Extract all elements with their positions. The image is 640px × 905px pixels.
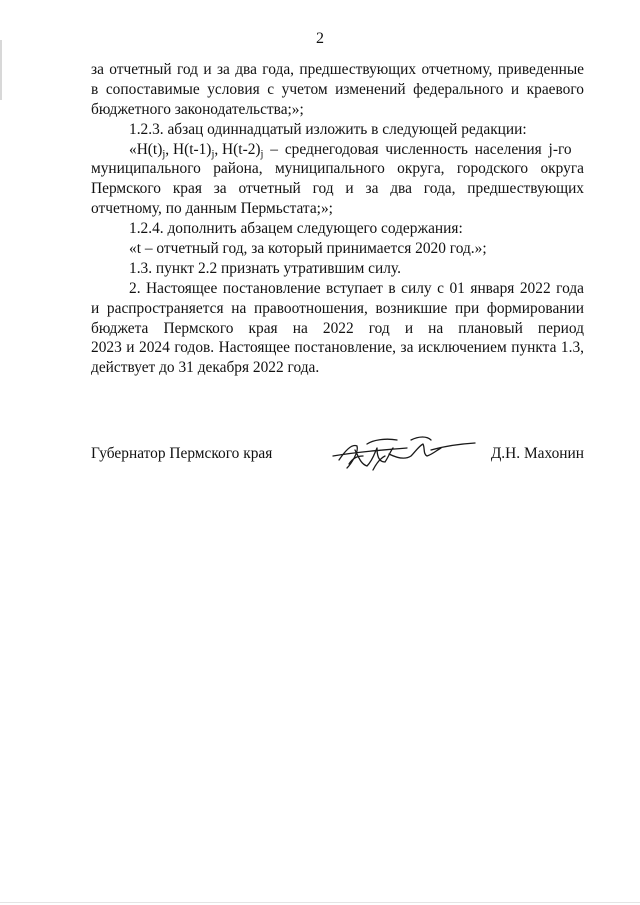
text-line: 2023 и 2024 годов. Настоящее постановление, за исключением пункта 1.3,	[91, 339, 584, 357]
text-line: «t – отчетный год, за который принимается 2020 год.»;	[129, 240, 487, 258]
formula-subscript: j	[260, 148, 264, 160]
text-line: бюджета Пермского края на 2022 год и на плановый период	[91, 319, 584, 337]
text-line: отчетному, по данным Пермьстата;»;	[91, 200, 333, 218]
text-line: действует до 31 декабря 2022 года.	[91, 359, 320, 377]
text-line-item-1-3: 1.3. пункт 2.2 признать утратившим силу.	[129, 259, 401, 277]
text-line: Пермского края за отчетный год и за два года, предшествующих	[91, 180, 584, 198]
text-line-item-1-2-4: 1.2.4. дополнить абзацем следующего содержания:	[129, 220, 463, 238]
formula-part: , H(t-1)	[165, 140, 212, 158]
formula-text: – среднегодовая численность населения j-го	[263, 140, 572, 158]
text-line-formula	[91, 140, 584, 160]
text-line-item-1-2-3: 1.2.3. абзац одиннадцатый изложить в следующей редакции:	[129, 120, 527, 138]
signatory-name: Д.Н. Махонин	[490, 445, 584, 462]
text-line: бюджетного законодательства;»;	[91, 100, 304, 118]
formula-subscript: j	[211, 148, 215, 160]
text-line: и распространяется на правоотношения, возникшие при формировании	[91, 299, 584, 317]
page-number: 2	[316, 30, 324, 47]
text-line: муниципального района, муниципального округа, городского округа	[91, 160, 584, 178]
formula-part: , H(t-2)	[214, 140, 261, 158]
formula-subscript: j	[162, 148, 166, 160]
document-body	[91, 60, 584, 378]
text-line: в сопоставимые условия с учетом изменений федерального и краевого	[91, 80, 584, 98]
handwritten-signature	[327, 430, 477, 480]
text-line: за отчетный год и за два года, предшествующих отчетному, приведенные	[91, 61, 584, 78]
signatory-title: Губернатор Пермского края	[91, 445, 273, 462]
scan-bottom-edge	[0, 902, 640, 903]
formula-part: «H(t)	[129, 140, 163, 158]
text-line-item-2: 2. Настоящее постановление вступает в силу с 01 января 2022 года	[129, 279, 584, 297]
scan-edge-mark	[0, 40, 2, 100]
signature-block	[91, 442, 584, 482]
